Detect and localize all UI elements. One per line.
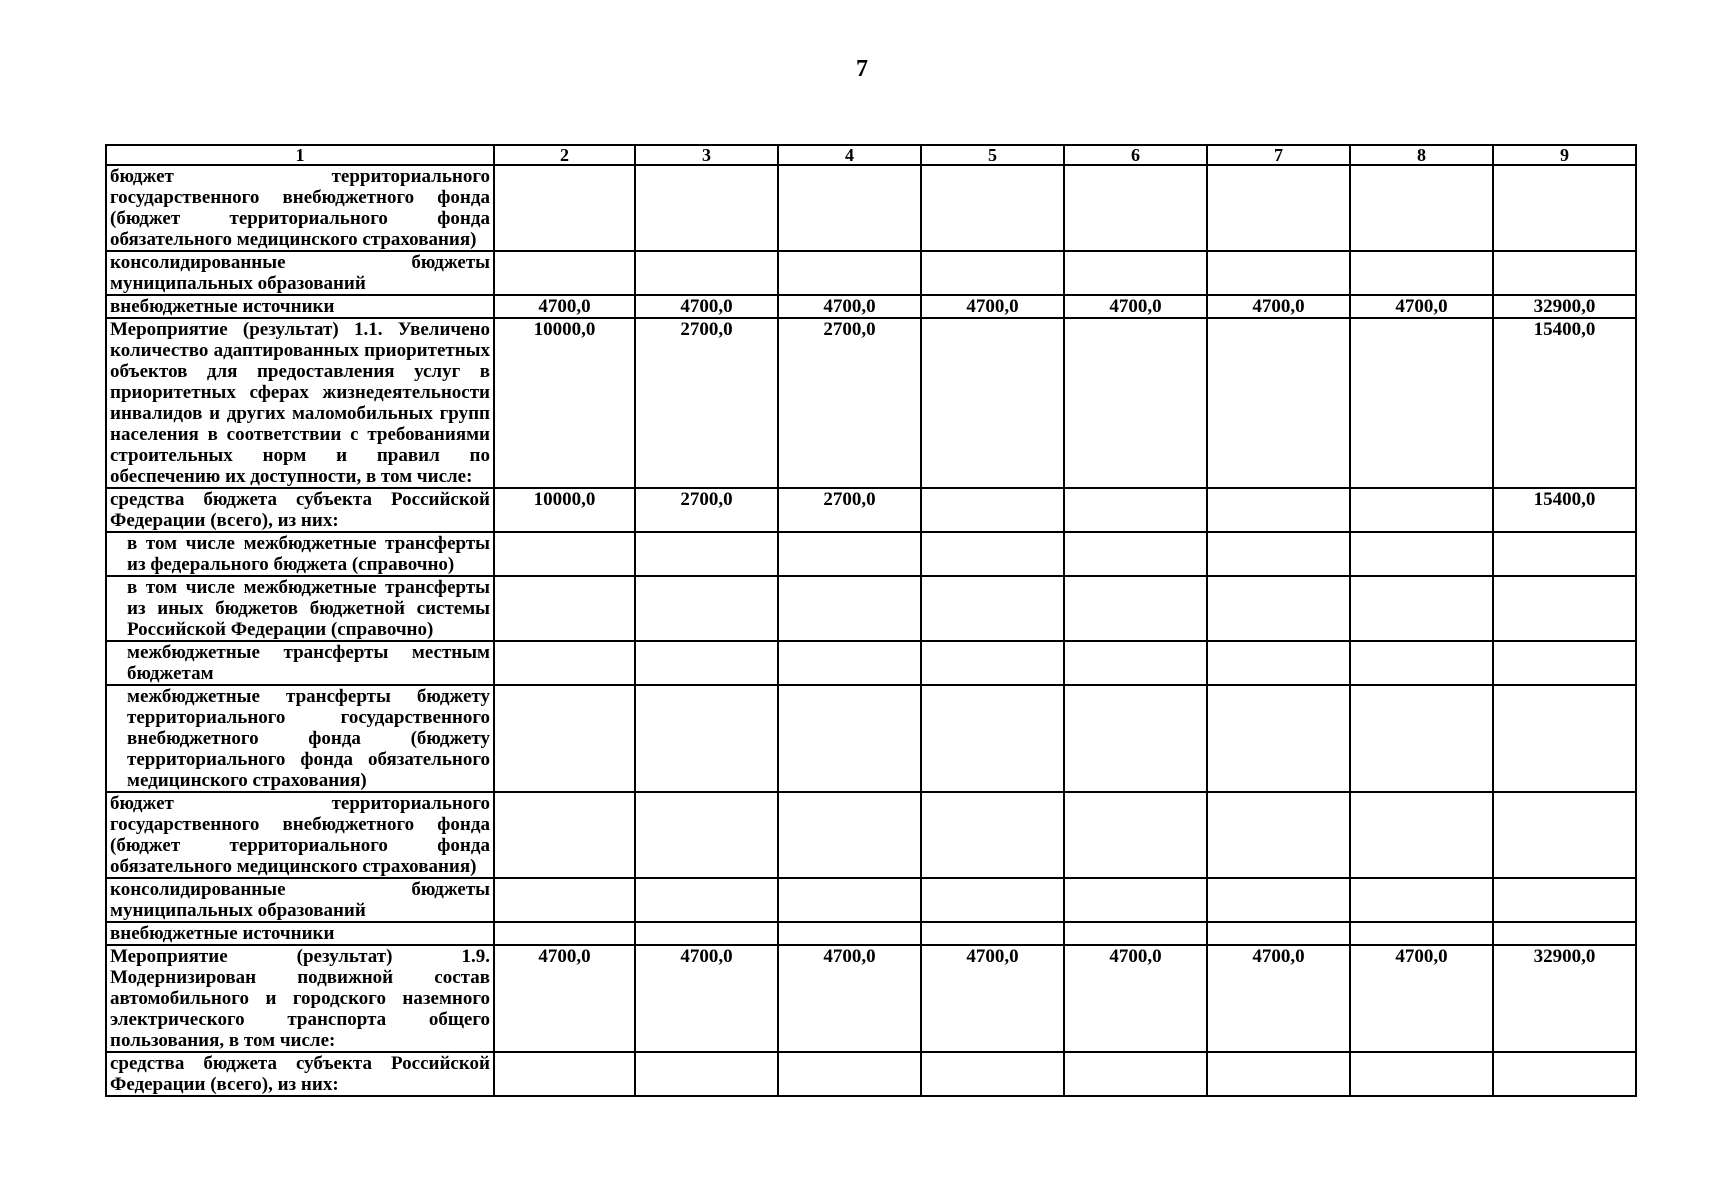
table-row: [106, 488, 1636, 532]
value-cell: [921, 792, 1064, 878]
row-label: бюджет территориального государственного внебюджетного фонда (бюджет территориального фонда обязательного медицинского страхования): [106, 792, 494, 878]
value-cell: 2700,0: [635, 488, 778, 532]
value-cell: [1350, 251, 1493, 295]
table-row: [106, 318, 1636, 488]
value-cell: [1493, 1052, 1636, 1096]
value-cell: [494, 922, 635, 945]
value-cell: [1350, 641, 1493, 685]
value-cell: [1350, 685, 1493, 792]
value-cell: 4700,0: [1350, 295, 1493, 318]
value-cell: [921, 922, 1064, 945]
value-cell: [1207, 641, 1350, 685]
table-row: [106, 165, 1636, 251]
value-cell: [1350, 165, 1493, 251]
value-cell: 4700,0: [635, 295, 778, 318]
value-cell: [494, 878, 635, 922]
value-cell: [494, 576, 635, 641]
value-cell: 4700,0: [1064, 945, 1207, 1052]
column-header-2: 2: [494, 145, 635, 165]
value-cell: [1064, 792, 1207, 878]
value-cell: [494, 792, 635, 878]
value-cell: [1207, 878, 1350, 922]
value-cell: [635, 1052, 778, 1096]
value-cell: [778, 532, 921, 576]
table-row: [106, 295, 1636, 318]
value-cell: [778, 792, 921, 878]
column-header-6: 6: [1064, 145, 1207, 165]
column-header-5: 5: [921, 145, 1064, 165]
value-cell: 4700,0: [635, 945, 778, 1052]
table-row: [106, 532, 1636, 576]
value-cell: 4700,0: [1064, 295, 1207, 318]
value-cell: 4700,0: [1350, 945, 1493, 1052]
value-cell: 4700,0: [494, 295, 635, 318]
value-cell: 4700,0: [921, 295, 1064, 318]
row-label: консолидированные бюджеты муниципальных образований: [106, 878, 494, 922]
value-cell: [494, 641, 635, 685]
value-cell: [1207, 1052, 1350, 1096]
value-cell: [778, 251, 921, 295]
value-cell: [1064, 318, 1207, 488]
value-cell: 10000,0: [494, 488, 635, 532]
value-cell: 32900,0: [1493, 295, 1636, 318]
value-cell: 4700,0: [494, 945, 635, 1052]
value-cell: [778, 1052, 921, 1096]
value-cell: [1350, 878, 1493, 922]
value-cell: [1350, 922, 1493, 945]
value-cell: [1350, 576, 1493, 641]
value-cell: [778, 922, 921, 945]
value-cell: [1493, 576, 1636, 641]
value-cell: 4700,0: [778, 945, 921, 1052]
value-cell: [778, 878, 921, 922]
value-cell: [1493, 792, 1636, 878]
value-cell: [921, 251, 1064, 295]
row-label: межбюджетные трансферты местным бюджетам: [106, 641, 494, 685]
table-row: [106, 1052, 1636, 1096]
value-cell: 4700,0: [778, 295, 921, 318]
value-cell: [494, 251, 635, 295]
value-cell: [1064, 1052, 1207, 1096]
value-cell: [635, 641, 778, 685]
column-header-7: 7: [1207, 145, 1350, 165]
row-label: внебюджетные источники: [106, 295, 494, 318]
value-cell: [1064, 488, 1207, 532]
value-cell: [1207, 922, 1350, 945]
value-cell: [921, 1052, 1064, 1096]
value-cell: [494, 165, 635, 251]
value-cell: 4700,0: [1207, 945, 1350, 1052]
value-cell: [1207, 251, 1350, 295]
column-header-9: 9: [1493, 145, 1636, 165]
value-cell: 32900,0: [1493, 945, 1636, 1052]
value-cell: [1350, 488, 1493, 532]
value-cell: [1064, 922, 1207, 945]
value-cell: [1064, 685, 1207, 792]
value-cell: 2700,0: [778, 318, 921, 488]
column-header-4: 4: [778, 145, 921, 165]
row-label: в том числе межбюджетные трансферты из иных бюджетов бюджетной системы Российской Федерации (справочно): [106, 576, 494, 641]
value-cell: [635, 922, 778, 945]
value-cell: [635, 792, 778, 878]
value-cell: 15400,0: [1493, 318, 1636, 488]
value-cell: 2700,0: [635, 318, 778, 488]
page-number: 7: [856, 56, 868, 82]
value-cell: [921, 641, 1064, 685]
value-cell: [1493, 922, 1636, 945]
value-cell: [1207, 576, 1350, 641]
table-row: [106, 251, 1636, 295]
row-label: внебюджетные источники: [106, 922, 494, 945]
value-cell: [1207, 318, 1350, 488]
value-cell: [1493, 532, 1636, 576]
value-cell: [921, 576, 1064, 641]
table-row: [106, 685, 1636, 792]
row-label: бюджет территориального государственного внебюджетного фонда (бюджет территориального фонда обязательного медицинского страхования): [106, 165, 494, 251]
value-cell: [1493, 878, 1636, 922]
value-cell: [1207, 685, 1350, 792]
row-label: консолидированные бюджеты муниципальных образований: [106, 251, 494, 295]
value-cell: [921, 165, 1064, 251]
value-cell: [1207, 532, 1350, 576]
value-cell: 4700,0: [921, 945, 1064, 1052]
value-cell: [1064, 641, 1207, 685]
column-header-3: 3: [635, 145, 778, 165]
value-cell: 15400,0: [1493, 488, 1636, 532]
value-cell: 4700,0: [1207, 295, 1350, 318]
value-cell: [1493, 641, 1636, 685]
row-label: Мероприятие (результат) 1.1. Увеличено количество адаптированных приоритетных объектов для предоставления услуг в приоритетных сферах жизнедеятельности инвалидов и других маломобильных групп населения в соответствии с требованиями строительных норм и правил по обеспечению их доступности, в том числе:: [106, 318, 494, 488]
value-cell: [1350, 532, 1493, 576]
value-cell: [1207, 165, 1350, 251]
value-cell: [635, 251, 778, 295]
value-cell: [1064, 878, 1207, 922]
value-cell: [778, 165, 921, 251]
header-row: [106, 145, 1636, 165]
column-header-8: 8: [1350, 145, 1493, 165]
table-body: [106, 165, 1636, 1096]
value-cell: [1350, 792, 1493, 878]
value-cell: [778, 576, 921, 641]
value-cell: [921, 488, 1064, 532]
value-cell: 10000,0: [494, 318, 635, 488]
value-cell: [1207, 792, 1350, 878]
value-cell: [1493, 251, 1636, 295]
value-cell: 2700,0: [778, 488, 921, 532]
value-cell: [635, 878, 778, 922]
value-cell: [1064, 532, 1207, 576]
table-row: [106, 945, 1636, 1052]
row-label: средства бюджета субъекта Российской Федерации (всего), из них:: [106, 1052, 494, 1096]
table-row: [106, 641, 1636, 685]
table-row: [106, 576, 1636, 641]
value-cell: [778, 685, 921, 792]
value-cell: [635, 576, 778, 641]
budget-table: [105, 144, 1637, 1097]
value-cell: [494, 685, 635, 792]
row-label: Мероприятие (результат) 1.9. Модернизирован подвижной состав автомобильного и городского наземного электрического транспорта общего пользования, в том числе:: [106, 945, 494, 1052]
value-cell: [1207, 488, 1350, 532]
value-cell: [494, 1052, 635, 1096]
value-cell: [635, 532, 778, 576]
value-cell: [778, 641, 921, 685]
column-header-1: 1: [106, 145, 494, 165]
table-row: [106, 792, 1636, 878]
table-row: [106, 878, 1636, 922]
value-cell: [635, 685, 778, 792]
value-cell: [921, 878, 1064, 922]
value-cell: [1350, 1052, 1493, 1096]
value-cell: [1493, 165, 1636, 251]
value-cell: [1493, 685, 1636, 792]
row-label: в том числе межбюджетные трансферты из федерального бюджета (справочно): [106, 532, 494, 576]
value-cell: [1064, 576, 1207, 641]
value-cell: [921, 532, 1064, 576]
value-cell: [1350, 318, 1493, 488]
value-cell: [494, 532, 635, 576]
table-row: [106, 922, 1636, 945]
value-cell: [635, 165, 778, 251]
value-cell: [921, 685, 1064, 792]
row-label: межбюджетные трансферты бюджету территориального государственного внебюджетного фонда (бюджету территориального фонда обязательного медицинского страхования): [106, 685, 494, 792]
value-cell: [1064, 251, 1207, 295]
value-cell: [1064, 165, 1207, 251]
row-label: средства бюджета субъекта Российской Федерации (всего), из них:: [106, 488, 494, 532]
value-cell: [921, 318, 1064, 488]
